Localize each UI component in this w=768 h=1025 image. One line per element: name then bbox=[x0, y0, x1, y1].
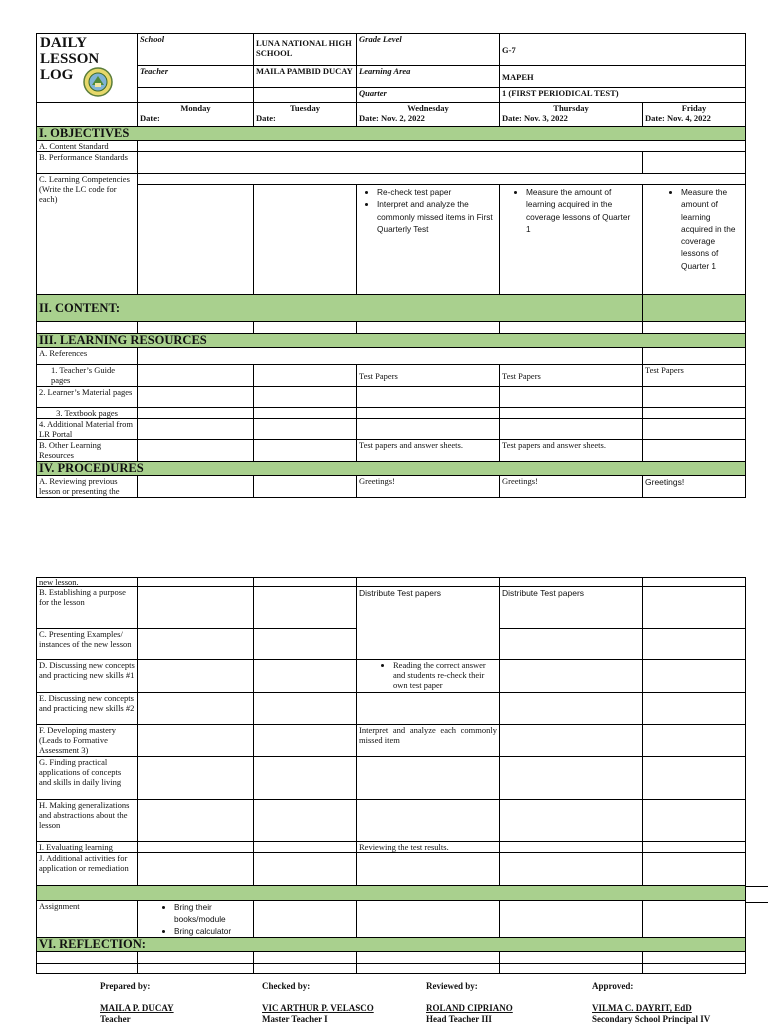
competency-friday bbox=[643, 185, 746, 295]
row-label: I. Evaluating learning bbox=[37, 842, 138, 853]
blank-cell bbox=[37, 103, 138, 127]
signature-title: Secondary School Principal IV bbox=[592, 1014, 711, 1024]
list-item: • Reading the correct answer and students re-check their own test paper bbox=[393, 660, 497, 690]
area-value: MAPEH bbox=[500, 66, 746, 88]
blank-cell bbox=[643, 964, 746, 974]
signature-title: Master Teacher I bbox=[262, 1014, 328, 1024]
cell-friday: Greetings! bbox=[643, 476, 746, 498]
day-thursday: Thursday Date: Nov. 3, 2022 bbox=[500, 103, 643, 127]
blank-cell bbox=[357, 322, 500, 334]
table-edge-line bbox=[745, 886, 768, 887]
blank-cell bbox=[254, 476, 357, 498]
section-procedures: IV. PROCEDURES bbox=[37, 462, 746, 476]
day-wednesday: Wednesday Date: Nov. 2, 2022 bbox=[357, 103, 500, 127]
blank-cell bbox=[500, 842, 643, 853]
lesson-log-table-page1 bbox=[36, 33, 746, 498]
row-label: 2. Learner’s Material pages bbox=[37, 387, 138, 408]
cell-wednesday: Test papers and answer sheets. bbox=[357, 440, 500, 462]
blank-cell bbox=[500, 800, 643, 842]
row-label: A. Reviewing previous lesson or presenting the bbox=[37, 476, 138, 498]
list-item: • Re-check test paper bbox=[377, 186, 497, 198]
blank-cell bbox=[254, 842, 357, 853]
competency-thursday bbox=[500, 185, 643, 295]
teacher-label: Teacher bbox=[138, 66, 254, 88]
section-learning-resources: III. LEARNING RESOURCES bbox=[37, 334, 746, 348]
blank-cell bbox=[643, 757, 746, 800]
blank-cell bbox=[138, 152, 643, 174]
blank-cell bbox=[357, 964, 500, 974]
blank-cell bbox=[500, 853, 643, 886]
quarter-label: Quarter bbox=[357, 88, 500, 103]
row-label: H. Making generalizations and abstractions about the lesson bbox=[37, 800, 138, 842]
blank-cell bbox=[254, 587, 357, 629]
day-tuesday: Tuesday Date: bbox=[254, 103, 357, 127]
blank-cell bbox=[138, 408, 254, 419]
row-label: new lesson. bbox=[37, 578, 138, 587]
row-label: A. References bbox=[37, 348, 138, 365]
section-reflection: VI. REFLECTION: bbox=[37, 938, 746, 952]
dll-title-cell bbox=[37, 34, 138, 103]
blank-cell bbox=[500, 408, 643, 419]
signature-checked bbox=[262, 981, 374, 1025]
list-item: • Measure the amount of learning acquired in the coverage lessons of Quarter 1 bbox=[681, 186, 743, 272]
blank-cell bbox=[37, 322, 138, 334]
blank-cell bbox=[643, 419, 746, 440]
blank-cell bbox=[357, 387, 500, 408]
school-label: School bbox=[138, 34, 254, 66]
blank-cell bbox=[254, 725, 357, 757]
school-seal-icon bbox=[83, 67, 113, 97]
blank-cell bbox=[138, 660, 254, 693]
list-item: • Bring calculator bbox=[174, 925, 251, 937]
signature-prepared bbox=[100, 981, 174, 1025]
blank-cell bbox=[138, 853, 254, 886]
table-edge-line bbox=[745, 902, 768, 903]
blank-cell bbox=[254, 185, 357, 295]
list-item: • Measure the amount of learning acquired in the coverage lessons of Quarter 1 bbox=[526, 186, 636, 235]
blank-cell bbox=[254, 322, 357, 334]
assignment-monday bbox=[138, 901, 254, 938]
signature-reviewed bbox=[426, 981, 513, 1025]
blank-cell bbox=[643, 408, 746, 419]
competency-wednesday bbox=[357, 185, 500, 295]
cell-thursday: Greetings! bbox=[500, 476, 643, 498]
row-label: B. Performance Standards bbox=[37, 152, 138, 174]
blank-cell bbox=[138, 952, 254, 964]
signature-role: Prepared by: bbox=[100, 981, 151, 991]
blank-cell bbox=[500, 660, 643, 693]
blank-cell bbox=[357, 952, 500, 964]
cell-wednesday: Test Papers bbox=[357, 365, 500, 387]
blank-cell bbox=[37, 952, 138, 964]
blank-cell bbox=[138, 578, 254, 587]
blank-cell bbox=[643, 440, 746, 462]
signature-role: Checked by: bbox=[262, 981, 311, 991]
blank-cell bbox=[643, 660, 746, 693]
row-label: Assignment bbox=[37, 901, 138, 938]
blank-cell bbox=[138, 800, 254, 842]
blank-cell bbox=[357, 419, 500, 440]
blank-cell bbox=[500, 693, 643, 725]
blank-cell bbox=[254, 408, 357, 419]
blank-cell bbox=[357, 693, 500, 725]
blank-cell bbox=[138, 348, 643, 365]
signature-approved bbox=[592, 981, 710, 1025]
blank-cell bbox=[643, 152, 746, 174]
row-label: 4. Additional Material from LR Portal bbox=[37, 419, 138, 440]
blank-cell bbox=[37, 964, 138, 974]
blank-cell bbox=[138, 88, 254, 103]
row-label: A. Content Standard bbox=[37, 141, 138, 152]
signature-name: VIC ARTHUR P. VELASCO bbox=[262, 1003, 374, 1013]
row-label: B. Other Learning Resources bbox=[37, 440, 138, 462]
blank-cell bbox=[254, 578, 357, 587]
blank-cell bbox=[500, 964, 643, 974]
cell-friday: Test Papers bbox=[643, 365, 746, 387]
blank-cell bbox=[254, 88, 357, 103]
area-label: Learning Area bbox=[357, 66, 500, 88]
grade-label: Grade Level bbox=[357, 34, 500, 66]
blank-cell bbox=[138, 476, 254, 498]
green-spacer bbox=[37, 886, 746, 901]
blank-cell bbox=[357, 853, 500, 886]
cell-wednesday: Distribute Test papers bbox=[357, 587, 500, 660]
blank-cell bbox=[500, 419, 643, 440]
blank-cell bbox=[254, 660, 357, 693]
blank-cell bbox=[254, 419, 357, 440]
blank-cell bbox=[138, 842, 254, 853]
blank-cell bbox=[500, 901, 643, 938]
blank-cell bbox=[138, 964, 254, 974]
quarter-value: 1 (FIRST PERIODICAL TEST) bbox=[500, 88, 746, 103]
row-label: E. Discussing new concepts and practicing new skills #2 bbox=[37, 693, 138, 725]
blank-cell bbox=[357, 757, 500, 800]
blank-cell bbox=[254, 365, 357, 387]
blank-cell bbox=[254, 693, 357, 725]
blank-cell bbox=[643, 800, 746, 842]
row-label: C. Learning Competencies (Write the LC code for each) bbox=[37, 174, 138, 295]
blank-cell bbox=[500, 322, 643, 334]
day-friday: Friday Date: Nov. 4, 2022 bbox=[643, 103, 746, 127]
blank-cell bbox=[643, 387, 746, 408]
row-label: C. Presenting Examples/ instances of the new lesson bbox=[37, 629, 138, 660]
blank-cell bbox=[643, 295, 746, 322]
blank-cell bbox=[357, 901, 500, 938]
blank-cell bbox=[500, 578, 643, 587]
blank-cell bbox=[138, 725, 254, 757]
cell-wednesday: Reviewing the test results. bbox=[357, 842, 500, 853]
blank-cell bbox=[138, 365, 254, 387]
blank-cell bbox=[138, 693, 254, 725]
blank-cell bbox=[138, 440, 254, 462]
row-label: F. Developing mastery (Leads to Formative Assessment 3) bbox=[37, 725, 138, 757]
section-content: II. CONTENT: bbox=[37, 295, 643, 322]
blank-cell bbox=[643, 578, 746, 587]
cell-wednesday: Greetings! bbox=[357, 476, 500, 498]
blank-cell bbox=[254, 964, 357, 974]
blank-cell bbox=[138, 185, 254, 295]
blank-cell bbox=[643, 842, 746, 853]
blank-cell bbox=[357, 408, 500, 419]
blank-cell bbox=[254, 853, 357, 886]
blank-cell bbox=[643, 725, 746, 757]
blank-cell bbox=[138, 174, 746, 185]
blank-cell bbox=[500, 757, 643, 800]
row-label: 1. Teacher’s Guide pages bbox=[37, 365, 138, 387]
blank-cell bbox=[138, 757, 254, 800]
blank-cell bbox=[138, 587, 254, 629]
grade-value: G-7 bbox=[500, 34, 746, 66]
blank-cell bbox=[254, 800, 357, 842]
signature-name: VILMA C. DAYRIT, EdD bbox=[592, 1003, 692, 1013]
blank-cell bbox=[254, 440, 357, 462]
blank-cell bbox=[138, 419, 254, 440]
school-value: LUNA NATIONAL HIGH SCHOOL bbox=[254, 34, 357, 66]
dll-title-line3: LOG bbox=[40, 67, 74, 83]
blank-cell bbox=[643, 348, 746, 365]
list-item: • Interpret and analyze the commonly missed items in First Quarterly Test bbox=[377, 198, 497, 235]
blank-cell bbox=[357, 578, 500, 587]
teacher-value: MAILA PAMBID DUCAY bbox=[254, 66, 357, 88]
blank-cell bbox=[138, 629, 254, 660]
cell-wednesday: Interpret and analyze each commonly missed item bbox=[357, 725, 500, 757]
blank-cell bbox=[643, 901, 746, 938]
blank-cell bbox=[138, 387, 254, 408]
dll-title-line1: DAILY bbox=[40, 35, 87, 51]
blank-cell bbox=[138, 322, 254, 334]
day-monday: Monday Date: bbox=[138, 103, 254, 127]
cell-thursday: Test papers and answer sheets. bbox=[500, 440, 643, 462]
blank-cell bbox=[357, 800, 500, 842]
blank-cell bbox=[254, 901, 357, 938]
blank-cell bbox=[138, 141, 746, 152]
signature-role: Reviewed by: bbox=[426, 981, 478, 991]
signature-title: Head Teacher III bbox=[426, 1014, 492, 1024]
blank-cell bbox=[254, 757, 357, 800]
signature-role: Approved: bbox=[592, 981, 634, 991]
row-label: 3. Textbook pages bbox=[37, 408, 138, 419]
blank-cell bbox=[500, 952, 643, 964]
lesson-log-table-page2 bbox=[36, 577, 746, 974]
dll-title-line2: LESSON bbox=[40, 51, 100, 67]
cell-thursday: Test Papers bbox=[500, 365, 643, 387]
section-objectives: I. OBJECTIVES bbox=[37, 127, 746, 141]
row-label: G. Finding practical applications of concepts and skills in daily living bbox=[37, 757, 138, 800]
signature-title: Teacher bbox=[100, 1014, 131, 1024]
blank-cell bbox=[643, 853, 746, 886]
blank-cell bbox=[500, 387, 643, 408]
list-item: • Bring their books/module bbox=[174, 901, 251, 925]
blank-cell bbox=[254, 629, 357, 660]
blank-cell bbox=[643, 693, 746, 725]
cell-wednesday bbox=[357, 660, 500, 693]
blank-cell bbox=[643, 322, 746, 334]
blank-cell bbox=[643, 629, 746, 660]
row-label: D. Discussing new concepts and practicing new skills #1 bbox=[37, 660, 138, 693]
row-label: J. Additional activities for application or remediation bbox=[37, 853, 138, 886]
blank-cell bbox=[500, 725, 643, 757]
signature-name: MAILA P. DUCAY bbox=[100, 1003, 174, 1013]
cell-thursday: Distribute Test papers bbox=[500, 587, 643, 629]
blank-cell bbox=[643, 587, 746, 629]
blank-cell bbox=[254, 387, 357, 408]
signature-name: ROLAND CIPRIANO bbox=[426, 1003, 513, 1013]
blank-cell bbox=[643, 952, 746, 964]
blank-cell bbox=[500, 629, 643, 660]
blank-cell bbox=[254, 952, 357, 964]
row-label: B. Establishing a purpose for the lesson bbox=[37, 587, 138, 629]
